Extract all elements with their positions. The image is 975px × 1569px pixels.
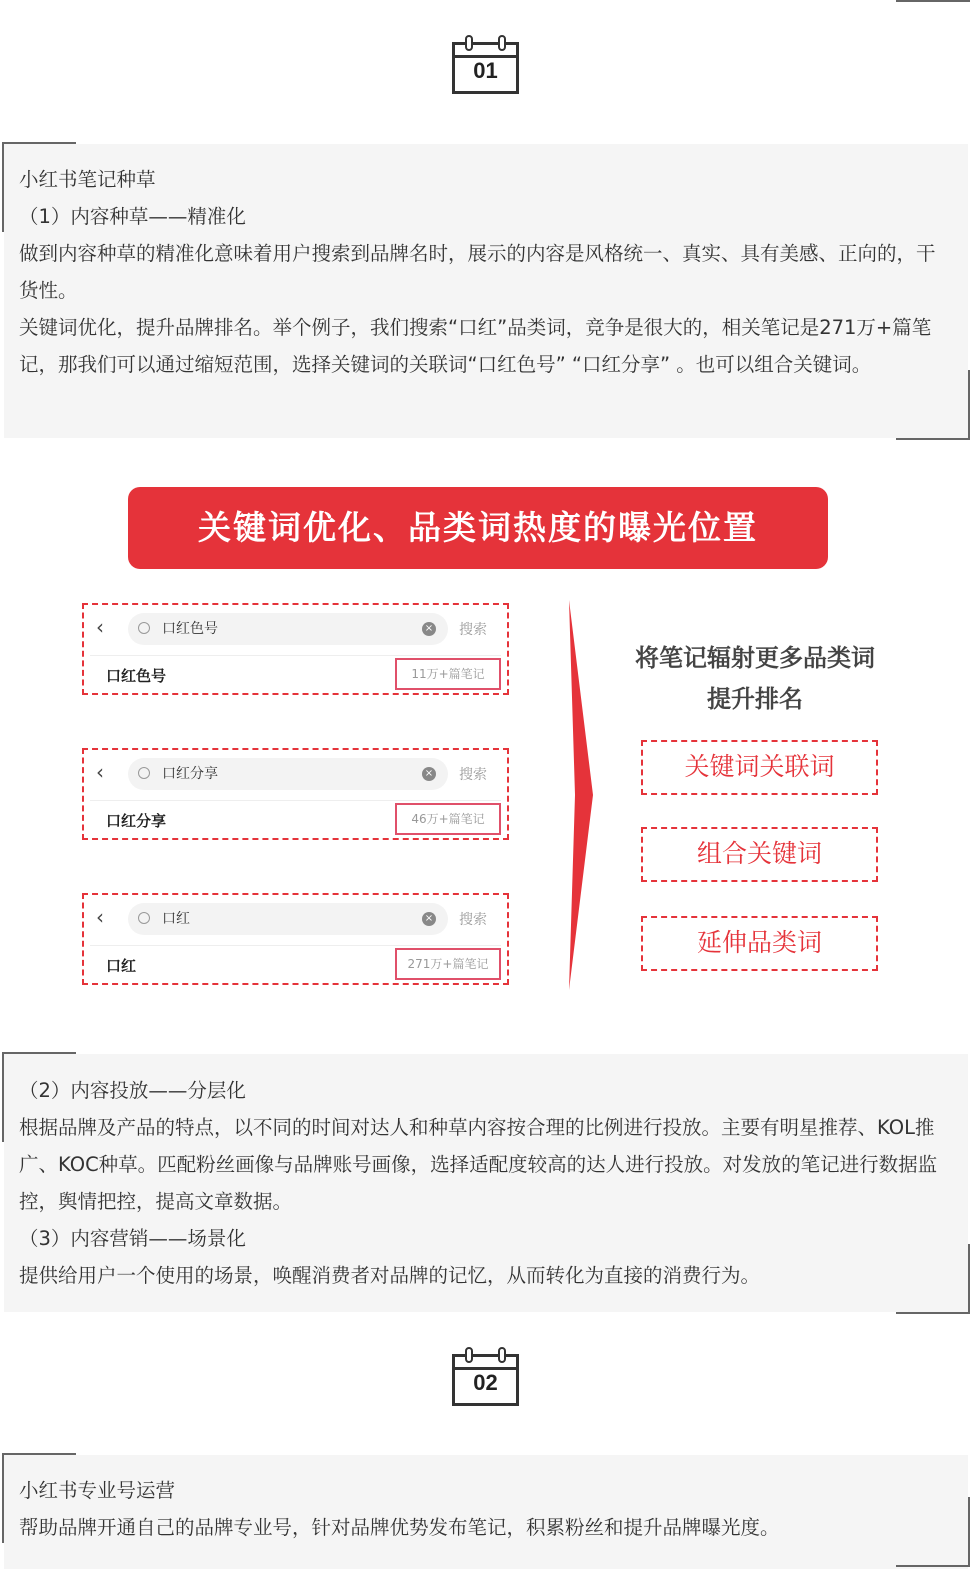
section-title: 小红书笔记种草: [19, 168, 156, 191]
strategy-box: 组合关键词: [641, 827, 878, 882]
keyword: 口红: [106, 957, 137, 975]
search-input: [128, 903, 448, 935]
search-button: 搜索: [459, 912, 487, 928]
paragraph: 提供给用户一个使用的场景，唤醒消费者对品牌的记忆，从而转化为直接的消费行为。: [19, 1264, 761, 1287]
paragraph: 关键词优化，提升品牌排名。举个例子，我们搜索“口红”品类词，竞争是很大的，相关笔记是271万+篇笔记，那我们可以通过缩短范围，选择关键词的关联词“口红色号” “口红分享” 。也可以组合关键词。: [19, 316, 932, 376]
section-number: 01: [473, 58, 498, 83]
search-icon: [138, 767, 150, 779]
section1-text-box: [4, 144, 968, 438]
search-icon: [138, 622, 150, 634]
paragraph: 帮助品牌开通自己的品牌专业号，针对品牌优势发布笔记，积累粉丝和提升品牌曝光度。: [19, 1516, 780, 1539]
search-button: 搜索: [459, 622, 487, 638]
clear-icon: ×: [422, 767, 436, 781]
right-title: 将笔记辐射更多品类词: [635, 644, 875, 672]
clear-icon: ×: [422, 912, 436, 926]
right-subtitle: 提升排名: [707, 685, 803, 713]
section2-text-box: [4, 1455, 968, 1569]
back-icon: ‹: [96, 905, 104, 929]
search-query: 口红: [162, 911, 190, 927]
note-count: 46万+篇笔记: [395, 803, 501, 835]
search-card: [82, 893, 509, 985]
top-corner-line: [896, 0, 970, 2]
section-title: 小红书专业号运营: [19, 1479, 176, 1502]
search-input: [128, 758, 448, 790]
keyword: 口红分享: [106, 812, 167, 830]
subheading: （3）内容营销——场景化: [19, 1227, 246, 1250]
calendar-icon: [452, 42, 519, 94]
strategy-box: 延伸品类词: [641, 916, 878, 971]
keyword: 口红色号: [106, 667, 167, 685]
search-card: [82, 748, 509, 840]
paragraph: 根据品牌及产品的特点，以不同的时间对达人和种草内容按合理的比例进行投放。主要有明星推荐、KOL推广、KOC种草。匹配粉丝画像与品牌账号画像，选择适配度较高的达人进行投放。对发放的笔记进行数据监控，舆情把控，提高文章数据。: [19, 1116, 938, 1213]
section-number: 02: [473, 1370, 498, 1395]
corner-bracket: [896, 1497, 970, 1567]
search-query: 口红色号: [162, 621, 218, 637]
infographic-banner: 关键词优化、品类词热度的曝光位置: [128, 487, 828, 569]
subheading: （2）内容投放——分层化: [19, 1079, 246, 1102]
search-input: [128, 613, 448, 645]
search-icon: [138, 912, 150, 924]
corner-bracket: [896, 1244, 970, 1314]
subheading: （1）内容种草——精准化: [19, 205, 246, 228]
section1b-text-box: [4, 1054, 968, 1312]
search-query: 口红分享: [162, 766, 218, 782]
note-count: 271万+篇笔记: [395, 948, 501, 980]
search-button: 搜索: [459, 767, 487, 783]
back-icon: ‹: [96, 615, 104, 639]
strategy-box: 关键词关联词: [641, 740, 878, 795]
note-count: 11万+篇笔记: [395, 658, 501, 690]
arrow-icon: [565, 600, 597, 990]
corner-bracket: [896, 370, 970, 440]
paragraph: 做到内容种草的精准化意味着用户搜索到品牌名时，展示的内容是风格统一、真实、具有美感、正向的，干货性。: [19, 242, 936, 302]
clear-icon: ×: [422, 622, 436, 636]
back-icon: ‹: [96, 760, 104, 784]
calendar-icon: [452, 1354, 519, 1406]
search-card: [82, 603, 509, 695]
